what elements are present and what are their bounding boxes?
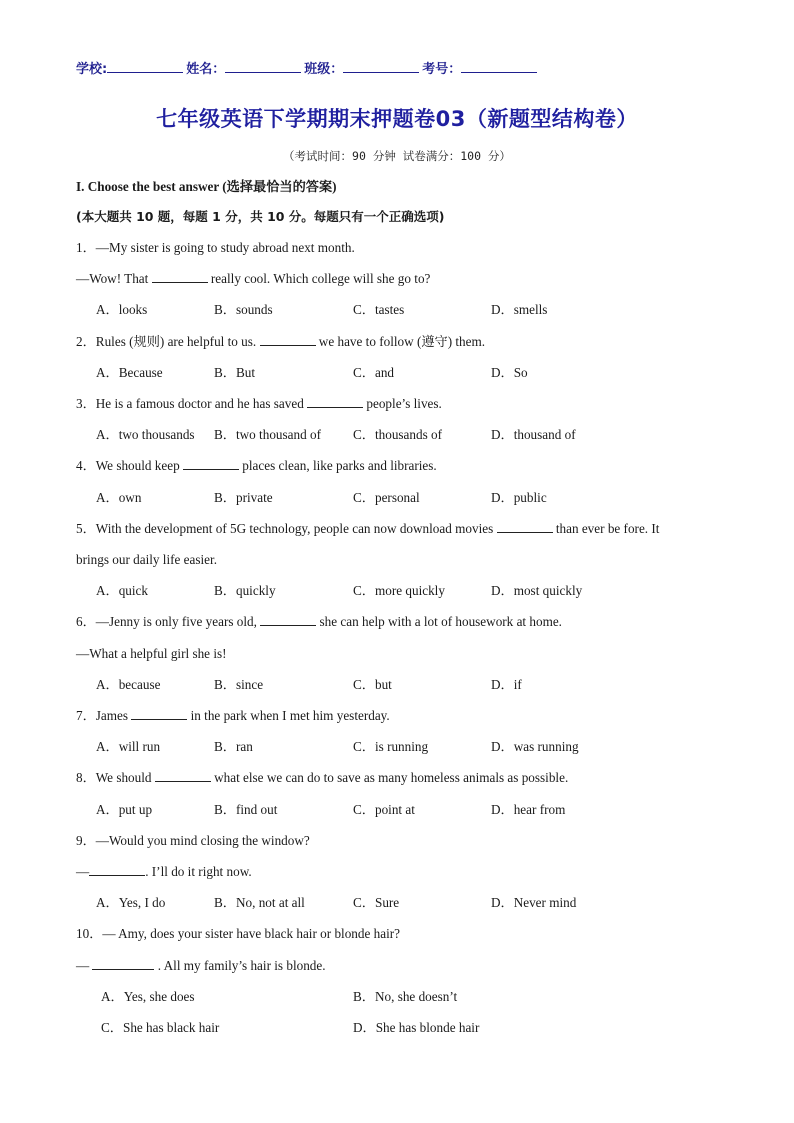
q5-text-b: than ever be fore. It bbox=[552, 521, 660, 536]
q5-text-a: 5．With the development of 5G technology, people can now download movies bbox=[76, 521, 497, 536]
question-10-stem: 10．— Amy, does your sister have black hair or blonde hair? bbox=[76, 926, 400, 941]
q4-text-a: 4．We should keep bbox=[76, 458, 183, 473]
answer-blank bbox=[92, 957, 154, 970]
section-note: (本大题共 10 题，每题 1 分，共 10 分。每题只有一个正确选项) bbox=[76, 209, 445, 224]
q8-text-b: what else we can do to save as many homeless animals as possible. bbox=[210, 770, 569, 785]
answer-blank bbox=[183, 457, 239, 470]
question-6-stem bbox=[76, 613, 562, 631]
class-label: 班级： bbox=[304, 62, 344, 77]
question-3-stem bbox=[76, 395, 442, 413]
exam-title: 七年级英语下学期期末押题卷03（新题型结构卷） bbox=[156, 107, 638, 131]
q2-text-a: 2．Rules (规则) are helpful to us. bbox=[76, 334, 260, 349]
answer-blank bbox=[89, 863, 145, 876]
question-7-stem bbox=[76, 707, 390, 725]
option-d[interactable]: D．Never mind bbox=[491, 895, 577, 910]
option-d[interactable]: D．thousand of bbox=[491, 427, 576, 442]
option-b[interactable]: B．sounds bbox=[214, 302, 273, 317]
option-c[interactable]: C．personal bbox=[353, 490, 420, 505]
option-d[interactable]: D．public bbox=[491, 490, 547, 505]
option-d[interactable]: D．if bbox=[491, 677, 522, 692]
question-8-stem bbox=[76, 769, 568, 787]
option-a[interactable]: A．Yes, I do bbox=[96, 895, 166, 910]
question-1-stem: 1．—My sister is going to study abroad next month. bbox=[76, 240, 355, 255]
question-5-stem bbox=[76, 520, 659, 538]
answer-blank bbox=[260, 333, 316, 346]
q2-text-b: we have to follow (遵守) them. bbox=[315, 334, 486, 349]
option-b[interactable]: B．two thousand of bbox=[214, 427, 321, 442]
question-4-stem bbox=[76, 457, 437, 475]
class-field[interactable] bbox=[343, 60, 419, 73]
option-b[interactable]: B．private bbox=[214, 490, 273, 505]
exam-info-header bbox=[76, 58, 540, 77]
answer-blank bbox=[152, 270, 208, 283]
answer-blank bbox=[260, 613, 316, 626]
option-b[interactable]: B．find out bbox=[214, 802, 278, 817]
q7-text-b: in the park when I met him yesterday. bbox=[187, 708, 390, 723]
q1-text-a: —Wow! That bbox=[76, 271, 152, 286]
question-2-stem bbox=[76, 333, 485, 351]
question-1-line2 bbox=[76, 270, 430, 288]
q10-text-b: . All my family’s hair is blonde. bbox=[154, 958, 326, 973]
school-label: 学校: bbox=[76, 62, 108, 77]
option-a[interactable]: A．own bbox=[96, 490, 142, 505]
q8-text-a: 8．We should bbox=[76, 770, 155, 785]
q10-text-a: — bbox=[76, 958, 93, 973]
option-a[interactable]: A．two thousands bbox=[96, 427, 195, 442]
option-d[interactable]: D．hear from bbox=[491, 802, 566, 817]
option-b[interactable]: B．No, not at all bbox=[214, 895, 305, 910]
option-d[interactable]: D．most quickly bbox=[491, 583, 583, 598]
option-a[interactable]: A．Yes, she does bbox=[101, 989, 195, 1004]
q9-text-a: — bbox=[76, 864, 90, 879]
option-a[interactable]: A．quick bbox=[96, 583, 149, 598]
option-d[interactable]: D．smells bbox=[491, 302, 548, 317]
option-b[interactable]: B．But bbox=[214, 365, 256, 380]
option-a[interactable]: A．because bbox=[96, 677, 161, 692]
option-b[interactable]: B．ran bbox=[214, 739, 253, 754]
question-10-line2 bbox=[76, 957, 326, 975]
section-heading: I. Choose the best answer (选择最恰当的答案) bbox=[76, 179, 337, 194]
q9-text-b: . I’ll do it right now. bbox=[145, 864, 252, 879]
option-c[interactable]: C．but bbox=[353, 677, 392, 692]
option-c[interactable]: C．thousands of bbox=[353, 427, 443, 442]
name-label: 姓名： bbox=[186, 62, 226, 77]
question-6-line2: —What a helpful girl she is! bbox=[76, 646, 227, 661]
question-9-stem: 9．—Would you mind closing the window? bbox=[76, 833, 310, 848]
option-a[interactable]: A．Because bbox=[96, 365, 163, 380]
option-c[interactable]: C．more quickly bbox=[353, 583, 445, 598]
option-c[interactable]: C．She has black hair bbox=[101, 1020, 220, 1035]
option-a[interactable]: A．put up bbox=[96, 802, 153, 817]
option-c[interactable]: C．tastes bbox=[353, 302, 405, 317]
answer-blank bbox=[497, 520, 553, 533]
option-c[interactable]: C．and bbox=[353, 365, 395, 380]
q4-text-b: places clean, like parks and libraries. bbox=[238, 458, 437, 473]
option-d[interactable]: D．She has blonde hair bbox=[353, 1020, 480, 1035]
option-a[interactable]: A．looks bbox=[96, 302, 148, 317]
answer-blank bbox=[131, 707, 187, 720]
q6-text-b: she can help with a lot of housework at home. bbox=[316, 614, 562, 629]
name-field[interactable] bbox=[225, 60, 301, 73]
question-5-line2: brings our daily life easier. bbox=[76, 552, 217, 567]
q1-text-b: really cool. Which college will she go to? bbox=[207, 271, 431, 286]
option-c[interactable]: C．is running bbox=[353, 739, 429, 754]
option-b[interactable]: B．quickly bbox=[214, 583, 276, 598]
option-c[interactable]: C．point at bbox=[353, 802, 415, 817]
question-9-line2 bbox=[76, 863, 252, 881]
answer-blank bbox=[307, 395, 363, 408]
q3-text-b: people’s lives. bbox=[363, 396, 442, 411]
option-a[interactable]: A．will run bbox=[96, 739, 161, 754]
number-label: 考号： bbox=[422, 62, 462, 77]
school-field[interactable] bbox=[107, 60, 183, 73]
option-d[interactable]: D．was running bbox=[491, 739, 579, 754]
q7-text-a: 7．James bbox=[76, 708, 132, 723]
q3-text-a: 3．He is a famous doctor and he has saved bbox=[76, 396, 308, 411]
option-c[interactable]: C．Sure bbox=[353, 895, 400, 910]
exam-subtitle: （考试时间：90 分钟 试卷满分：100 分） bbox=[283, 149, 511, 163]
number-field[interactable] bbox=[461, 60, 537, 73]
option-b[interactable]: B．since bbox=[214, 677, 264, 692]
option-d[interactable]: D．So bbox=[491, 365, 528, 380]
option-b[interactable]: B．No, she doesn’t bbox=[353, 989, 458, 1004]
answer-blank bbox=[155, 769, 211, 782]
q6-text-a: 6．—Jenny is only five years old, bbox=[76, 614, 261, 629]
